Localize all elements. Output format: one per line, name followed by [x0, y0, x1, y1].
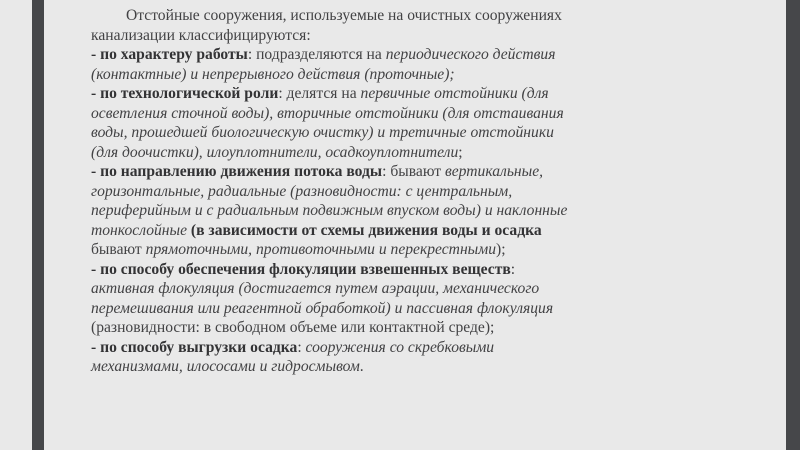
item-by-sludge-removal	[91, 338, 731, 377]
item-italic: горизонтальные, радиальные (разновидности: с центральным,	[91, 182, 513, 200]
item-italic: сооружения со скребковыми	[305, 338, 495, 356]
item-italic: первичные отстойники (для	[360, 85, 549, 102]
item-text: );	[496, 241, 506, 258]
left-accent-bar	[32, 0, 44, 450]
item-italic: активная флокуляция (достигается путем аэрации, механического	[91, 280, 540, 297]
item-text: бывают	[91, 241, 146, 258]
item-lead: - по способу обеспечения флокуляции взвешенных веществ	[91, 260, 511, 278]
intro-line-1: Отстойные сооружения, используемые на очистных сооружениях	[126, 7, 562, 24]
item-lead: - по способу выгрузки осадка	[91, 338, 298, 356]
item-text: : бывают	[382, 163, 445, 180]
item-lead: - по технологической роли	[91, 85, 279, 102]
item-italic: (контактные) и непрерывного действия (проточные);	[91, 65, 455, 83]
item-italic: вертикальные,	[444, 163, 544, 180]
item-by-flow-direction	[91, 162, 731, 260]
item-lead: - по направлению движения потока воды	[91, 163, 383, 180]
item-italic: (для доочистки), илоуплотнители, осадкоуплотнители	[91, 143, 459, 161]
item-bold: (в зависимости от схемы движения воды и осадка	[187, 221, 542, 239]
item-by-flocculation	[91, 260, 731, 338]
item-italic: периодического действия	[385, 46, 556, 63]
item-text: ;	[458, 143, 463, 161]
item-lead: - по характеру работы	[91, 46, 248, 63]
item-italic: механизмами, илососами и гидросмывом	[91, 358, 360, 375]
item-by-technological-role	[91, 84, 731, 162]
item-by-work-type	[91, 45, 731, 84]
item-italic: перемешивания или реагентной обработкой) и пассивная флокуляция	[91, 299, 554, 317]
right-accent-bar	[786, 0, 800, 450]
classification-text	[91, 6, 731, 377]
item-text: : делятся на	[278, 85, 361, 102]
intro-line-2: канализации классифицируются:	[91, 26, 311, 44]
item-italic: тонкослойные	[91, 221, 188, 239]
item-italic: осветления сточной воды), вторичные отстойники (для отстаивания	[91, 104, 564, 122]
item-italic: прямоточными, противоточными и перекрестными	[145, 241, 496, 258]
item-text: :	[297, 338, 306, 356]
item-italic: воды, прошедшей биологическую очистку) и третичные отстойники	[91, 124, 554, 141]
item-italic: периферийным и с радиальным подвижным впуском воды) и наклонные	[91, 202, 568, 219]
item-text: .	[359, 358, 364, 375]
item-text: (разновидности: в свободном объеме или контактной среде);	[91, 319, 495, 336]
item-text: :	[510, 260, 516, 278]
item-text: : подразделяются на	[247, 46, 386, 63]
